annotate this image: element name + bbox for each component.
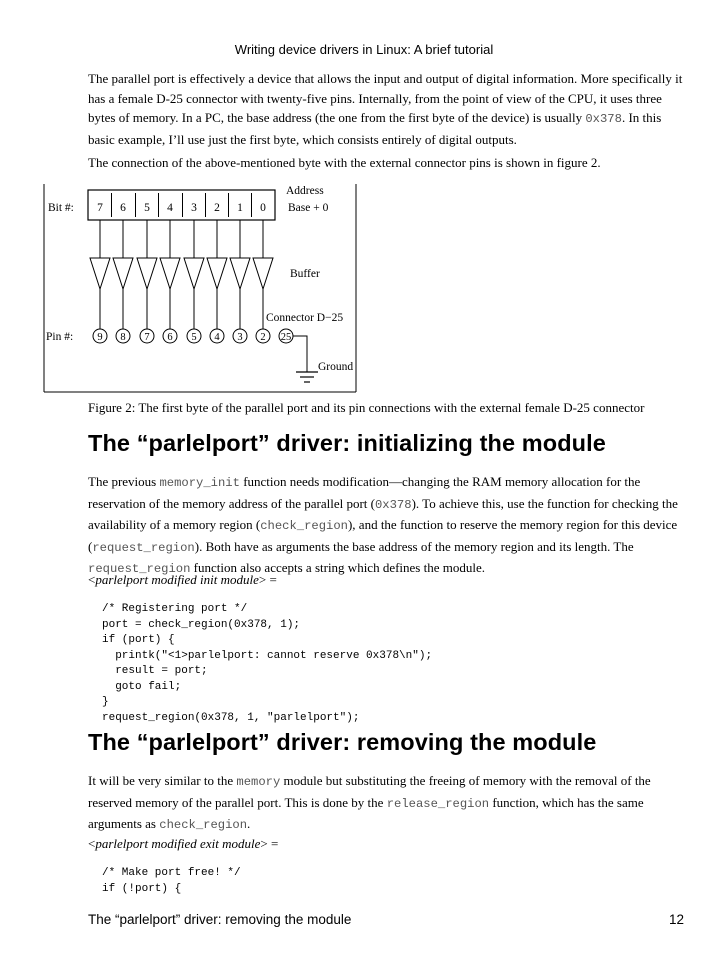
register-box [88,190,275,220]
pin-number-4: 4 [214,332,220,343]
pin-number-8: 8 [120,332,126,343]
bit-number-3: 3 [191,202,197,214]
pin-number-7: 7 [144,332,150,343]
address-label: Address [286,185,324,197]
address-value: Base + 0 [288,202,329,214]
figure-caption: Figure 2: The first byte of the parallel port and its pin connections with the external female D-25 connector [88,400,645,415]
pin-number-5: 5 [191,332,197,343]
remove-paragraph: It will be very similar to the memory module but substituting the freeing of memory with the removal of the reserved memory of the parallel port. This is done by the release_region function, which has the same arguments as check_region. [88,773,651,833]
intro-paragraph-2: The connection of the above-mentioned byte with the external connector pins is shown in figure 2. [88,155,601,170]
buffer-triangle [230,258,250,289]
connector-label: Connector D−25 [266,312,344,324]
buffer-triangle [207,258,227,289]
chunk-header-init: <parlelport modified init module> = [88,572,277,587]
pin-number-25: 25 [280,332,292,343]
init-code-block: /* Registering port */ port = check_region(0x378, 1); if (port) { printk("<1>parlelport: cannot reserve 0x378\n"); result = port; goto fail; } request_region(0x378, 1, "parlelport"); [102,603,433,724]
pin-number-3: 3 [237,332,243,343]
section-title-init: The “parlelport” driver: initializing the module [88,430,606,456]
ground-label: Ground [318,361,354,373]
bit-number-5: 5 [144,202,150,214]
buffer-triangle [160,258,180,289]
section-title-remove: The “parlelport” driver: removing the module [88,729,597,755]
bit-label: Bit #: [48,202,74,214]
bit-number-7: 7 [97,202,103,214]
intro-paragraph: The parallel port is effectively a device that allows the input and output of digital information. More specifically it has a female D-25 connector with twenty-five pins. Internally, from the point of view of the CPU, it uses three bytes of memory. In a PC, the base address (the one from the first byte of the device) is usually 0x378. In this basic example, I’ll use just the first byte, which consists entirely of digital outputs. [88,71,683,147]
pin-number-6: 6 [167,332,173,343]
buffer-triangle [113,258,133,289]
bit-number-6: 6 [120,202,126,214]
footer-section-title: The “parlelport” driver: removing the module [88,912,352,927]
buffer-triangle [184,258,204,289]
bit-number-2: 2 [214,202,220,214]
parallel-port-diagram [0,176,728,416]
exit-code-block: /* Make port free! */ if (!port) { [102,867,241,895]
init-paragraph: The previous memory_init function needs modification—changing the RAM memory allocation for the reservation of the memory address of the parallel port (0x378). To achieve this, use the function for checking the availability of a memory region (check_region), and the function to reserve the memory region for this device (request_region). Both have as arguments the base address of the memory region and its length. The request_region function also accepts a string which defines the module. [88,474,678,577]
page-number: 12 [668,912,684,927]
bit-number-1: 1 [237,202,243,214]
buffer-triangle [253,258,273,289]
ground-wire [293,336,307,372]
chunk-header-exit: <parlelport modified exit module> = [88,836,279,851]
pin-label: Pin #: [46,331,74,343]
bit-number-0: 0 [260,202,266,214]
bit-number-4: 4 [167,202,173,214]
pin-number-9: 9 [97,332,103,343]
pin-number-2: 2 [260,332,266,343]
buffer-triangle [137,258,157,289]
buffer-label: Buffer [290,268,320,280]
buffer-triangle [90,258,110,289]
running-header: Writing device drivers in Linux: A brief tutorial [234,42,494,57]
